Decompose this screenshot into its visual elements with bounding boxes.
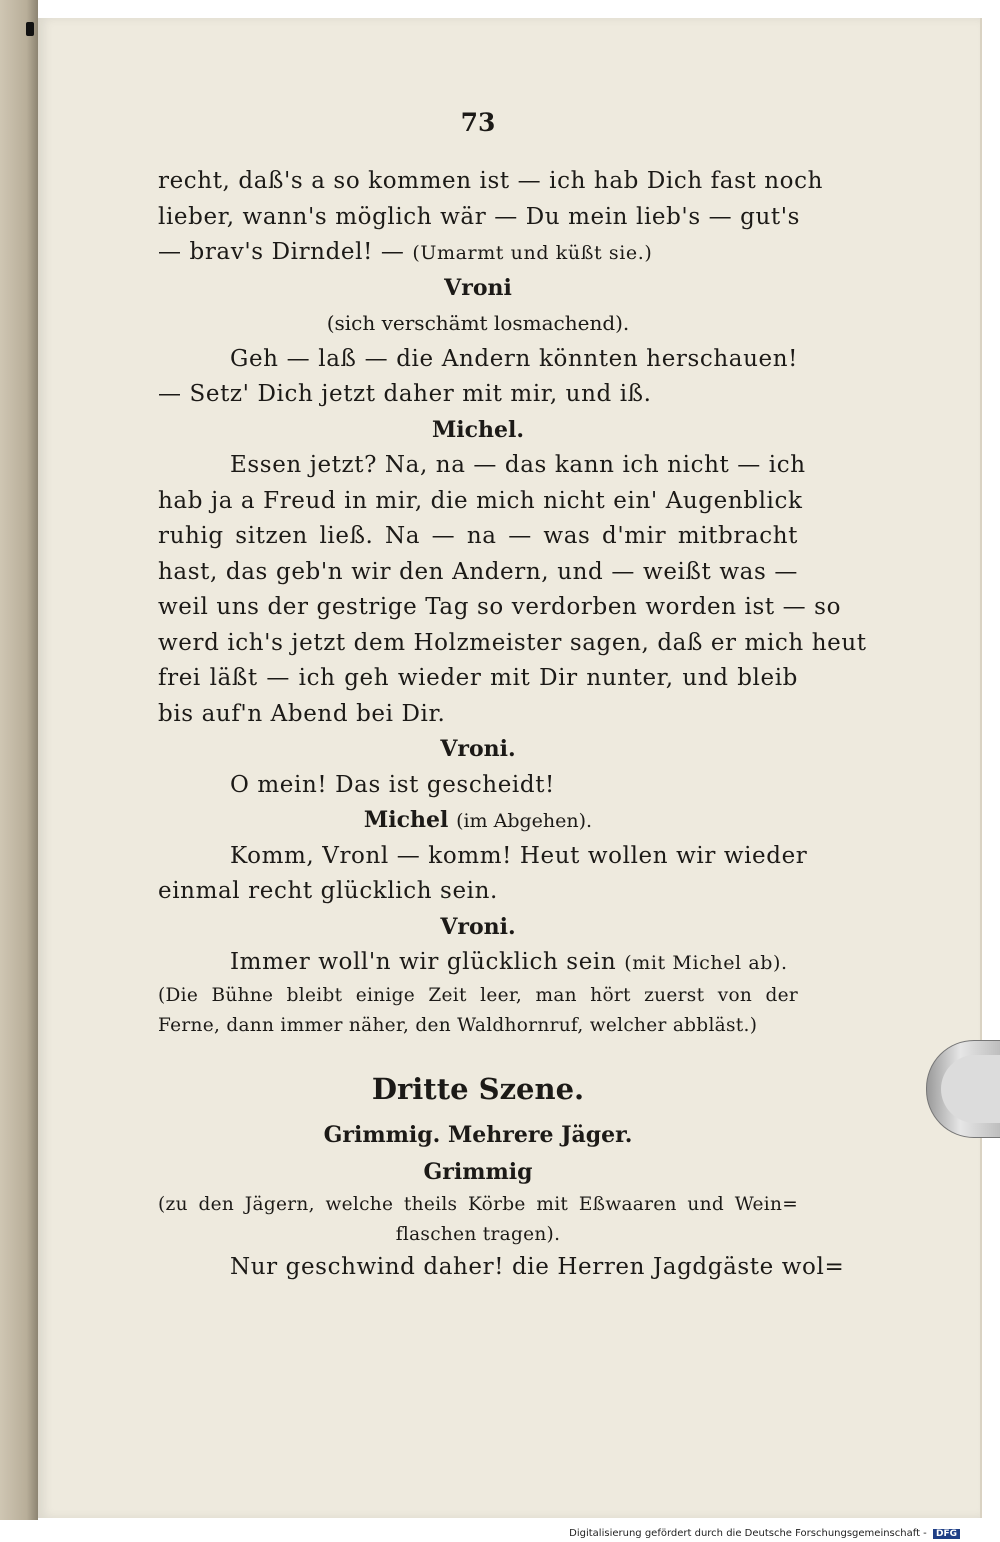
speaker-name: Michel. xyxy=(431,416,525,443)
text-line: hab ja a Freud in mir, die mich nicht ein' Augenblick xyxy=(158,487,803,514)
stage-direction: flaschen tragen). xyxy=(395,1224,561,1245)
text-line: O mein! Das ist gescheidt! xyxy=(230,771,555,798)
text-line xyxy=(158,945,798,981)
text-line: werd ich's jetzt dem Holzmeister sagen, daß er mich heut xyxy=(158,629,867,656)
text-line: frei läßt — ich geh wieder mit Dir nunter, und bleib xyxy=(158,665,798,691)
stage-direction: (sich verschämt losmachend). xyxy=(326,311,630,335)
stage-direction: (Umarmt und küßt sie.) xyxy=(412,242,653,264)
text-line: — Setz' Dich jetzt daher mit mir, und iß. xyxy=(158,381,652,407)
text-line: weil uns der gestrige Tag so verdorben worden ist — so xyxy=(158,594,842,620)
text-fragment: Immer woll'n wir glücklich sein xyxy=(230,949,617,975)
text-line: lieber, wann's möglich wär — Du mein lieb's — gut's xyxy=(158,203,801,230)
page-clip-inner xyxy=(941,1055,1000,1123)
footer-credit xyxy=(569,1528,960,1539)
stage-direction: Ferne, dann immer näher, den Waldhornruf, welcher abbläst.) xyxy=(158,1014,758,1036)
stage-direction: (zu den Jägern, welche theils Körbe mit Eßwaaren und Wein= xyxy=(158,1194,798,1215)
speaker-name: Michel xyxy=(363,807,449,833)
footer-text: Digitalisierung gefördert durch die Deutsche Forschungsgemeinschaft - xyxy=(569,1528,927,1539)
scene-title: Dritte Szene. xyxy=(371,1071,585,1106)
speaker-line xyxy=(158,803,798,839)
text-line: Geh — laß — die Andern könnten herschauen! xyxy=(230,345,798,372)
text-line: hast, das geb'n wir den Andern, und — weißt was — xyxy=(158,558,798,585)
text-line: Essen jetzt? Na, na — das kann ich nicht — ich xyxy=(230,452,806,478)
text-line: Komm, Vronl — komm! Heut wollen wir wieder xyxy=(230,842,808,869)
text-line: recht, daß's a so kommen ist — ich hab Dich fast noch xyxy=(158,168,824,194)
dfg-logo: DFG xyxy=(933,1529,960,1539)
speaker-name: Vroni xyxy=(444,274,512,301)
stage-direction: (im Abgehen). xyxy=(456,810,593,832)
text-line: ruhig sitzen ließ. Na — na — was d'mir mitbracht xyxy=(158,523,798,549)
speaker-name: Grimmig xyxy=(423,1158,533,1185)
text-line: Nur geschwind daher! die Herren Jagdgäste wol= xyxy=(230,1254,845,1280)
stage-direction: (mit Michel ab). xyxy=(624,952,788,974)
stage-direction: (Die Bühne bleibt einige Zeit leer, man hört zuerst von der xyxy=(158,984,798,1006)
text-line: bis auf'n Abend bei Dir. xyxy=(158,700,446,727)
page-text xyxy=(158,108,867,1286)
text-line: einmal recht glücklich sein. xyxy=(158,878,498,904)
speaker-name: Vroni. xyxy=(440,913,516,940)
page-number: 73 xyxy=(460,108,496,137)
book-spine xyxy=(0,0,38,1520)
text-fragment: — brav's Dirndel! — xyxy=(158,239,405,265)
spine-mark xyxy=(26,22,34,36)
speaker-name: Vroni. xyxy=(440,736,516,762)
text-line xyxy=(158,235,798,271)
scene-persons: Grimmig. Mehrere Jäger. xyxy=(323,1121,633,1148)
